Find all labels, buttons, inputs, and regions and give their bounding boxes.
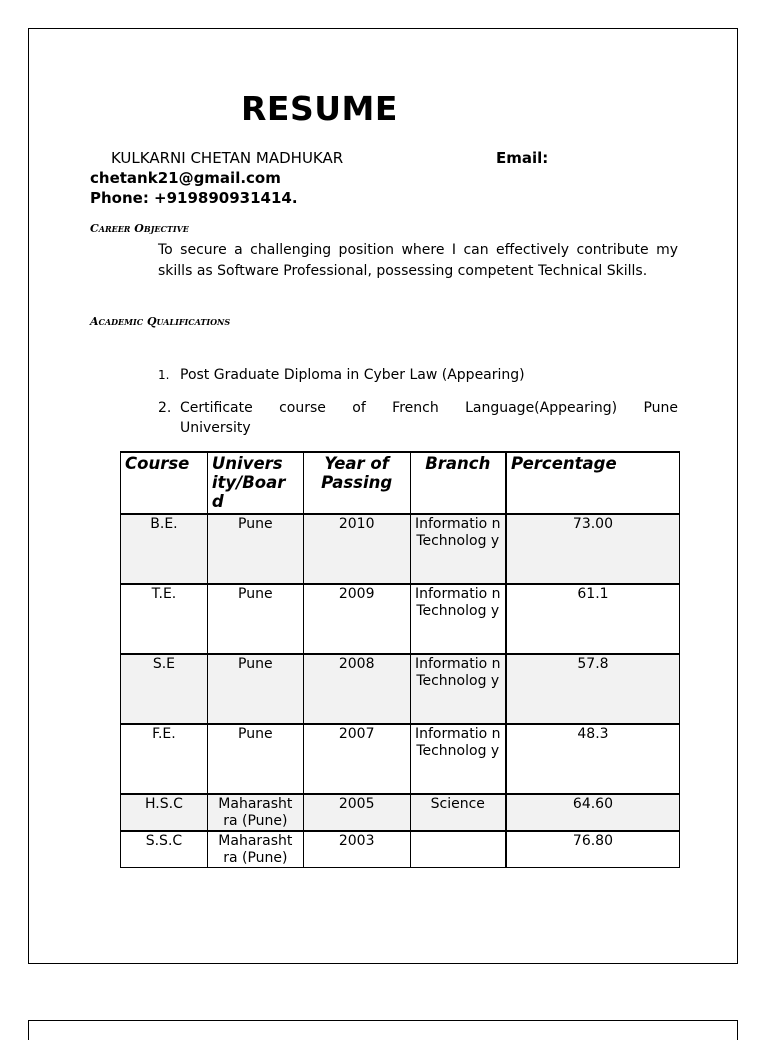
header-percentage: Percentage [506,452,680,514]
cell-year: 2010 [303,514,410,584]
cell-course: T.E. [121,584,208,654]
cell-university: Maharasht ra (Pune) [207,831,303,868]
table-row [121,724,680,794]
qualification-text: Post Graduate Diploma in Cyber Law (Appearing) [180,367,525,383]
table-row [121,514,680,584]
cell-percentage: 48.3 [506,724,680,794]
next-page-edge [28,1020,738,1040]
header-year: Year of Passing [303,452,410,514]
email-label: Email: [496,149,549,167]
cell-course: F.E. [121,724,208,794]
phone-number: Phone: +919890931414. [90,189,298,207]
cell-course: S.S.C [121,831,208,868]
cell-branch: Informatio n Technolog y [410,514,506,584]
career-objective-text: To secure a challenging position where I can effectively contribute my skills as Software Professional, possessing competent Technical Skills. [158,242,678,279]
cell-branch [410,831,506,868]
table-row [121,831,680,868]
cell-year: 2009 [303,584,410,654]
cell-branch: Science [410,794,506,831]
qualification-text: Certificate course of French Language(Appearing) Pune [180,400,678,416]
cell-percentage: 73.00 [506,514,680,584]
cell-branch: Informatio n Technolog y [410,654,506,724]
cell-university: Pune [207,584,303,654]
cell-university: Pune [207,514,303,584]
document-title: RESUME [241,89,398,128]
header-course: Course [121,452,208,514]
qualifications-table [120,451,680,868]
cell-year: 2008 [303,654,410,724]
cell-university: Pune [207,724,303,794]
cell-branch: Informatio n Technolog y [410,724,506,794]
cell-course: B.E. [121,514,208,584]
cell-year: 2003 [303,831,410,868]
table-row [121,584,680,654]
cell-course: S.E [121,654,208,724]
list-number: 2. [158,400,172,416]
academic-qualifications-heading: Academic Qualifications [90,315,231,328]
cell-year: 2005 [303,794,410,831]
cell-university: Pune [207,654,303,724]
cell-year: 2007 [303,724,410,794]
email-address: chetank21@gmail.com [90,169,281,187]
cell-percentage: 64.60 [506,794,680,831]
cell-percentage: 57.8 [506,654,680,724]
cell-branch: Informatio n Technolog y [410,584,506,654]
qualification-text-continued: University [180,420,251,436]
table-header-row [121,452,680,514]
career-objective-heading: Career Objective [90,222,189,235]
header-university: Univers ity/Boar d [207,452,303,514]
header-branch: Branch [410,452,506,514]
cell-percentage: 76.80 [506,831,680,868]
cell-university: Maharasht ra (Pune) [207,794,303,831]
candidate-name: KULKARNI CHETAN MADHUKAR [111,149,344,167]
cell-course: H.S.C [121,794,208,831]
table-row [121,654,680,724]
resume-page [28,28,738,964]
table-row [121,794,680,831]
list-number: 1. [158,368,170,382]
cell-percentage: 61.1 [506,584,680,654]
